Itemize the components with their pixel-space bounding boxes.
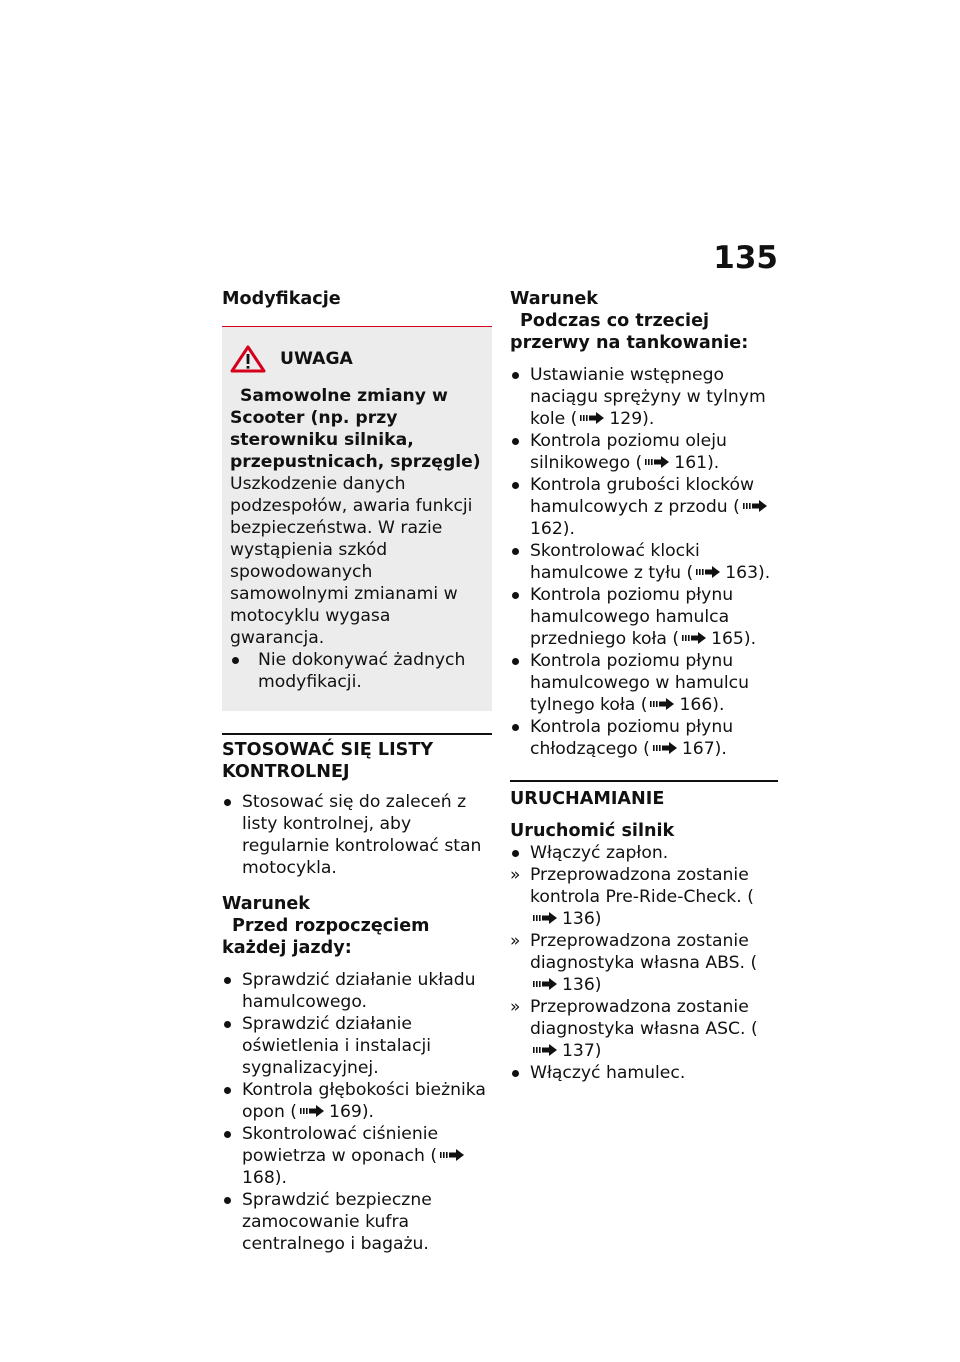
left-check-list [222,969,492,1255]
page-number: 135 [713,240,778,276]
right-check-item-page-ref[interactable]: 162). [530,519,575,539]
condition-text: Przed rozpoczęciem każdej jazdy: [222,916,430,958]
start-step-item-text: Włączyć zapłon. [530,843,669,863]
page-reference-arrow-icon [742,499,768,513]
right-check-item-page-ref[interactable]: 161). [674,453,720,473]
start-step-item [510,842,778,864]
right-check-item-text: Kontrola grubości klocków hamulcowych z przodu ( [530,475,755,517]
start-subtitle: Uruchomić silnik [510,821,675,841]
right-check-item-text: Kontrola poziomu płynu hamulcowego hamulca przedniego koła ( [530,585,734,649]
left-check-item-text: Sprawdzić działanie oświetlenia i instalacji sygnalizacyjnej. [242,1014,432,1078]
warning-header [230,345,484,373]
page-reference-arrow-icon [695,565,721,579]
start-step-item-page-ref[interactable]: 137) [562,1041,602,1061]
start-section-title: URUCHAMIANIE [510,789,665,809]
condition-label: Warunek [222,894,311,914]
right-check-item [510,430,778,474]
left-check-item-page-ref[interactable]: 169). [329,1102,374,1122]
left-check-item [222,1013,492,1079]
right-check-list [510,364,778,760]
start-step-item-page-ref[interactable]: 136) [562,909,602,929]
page-reference-arrow-icon [299,1104,325,1118]
right-check-item-page-ref[interactable]: 163). [725,563,771,583]
start-step-item-text: Przeprowadzona zostanie diagnostyka własna ASC. ( [530,997,758,1039]
page-reference-arrow-icon [532,977,558,991]
page-reference-arrow-icon [644,455,670,469]
right-check-item-page-ref[interactable]: 167). [681,739,727,759]
checklist-section-title: STOSOWAĆ SIĘ LISTY KONTROLNEJ [222,740,434,782]
start-step-item [510,1062,778,1084]
left-column [222,288,492,1255]
right-check-item-page-ref[interactable]: 166). [679,695,725,715]
start-step-item-text: Przeprowadzona zostanie kontrola Pre-Ride-Check. ( [530,865,754,907]
left-check-item [222,969,492,1013]
checklist-intro-bullet: Stosować się do zaleceń z listy kontrolnej, aby regularnie kontrolować stan motocykla. [222,791,492,879]
warning-subtitle: Samowolne zmiany w Scooter (np. przy sterowniku silnika, przepustnicach, sprzęgle) [230,386,481,472]
left-check-item-text: Sprawdzić bezpieczne zamocowanie kufra centralnego i bagażu. [242,1190,432,1254]
start-steps-list [510,842,778,1084]
start-step-item [510,930,778,996]
page-reference-arrow-icon [532,1043,558,1057]
right-check-item [510,540,778,584]
right-check-item [510,650,778,716]
page-reference-arrow-icon [652,741,678,755]
warning-label: UWAGA [280,349,353,369]
right-check-item [510,584,778,650]
right-check-item-text: Skontrolować klocki hamulcowe z tyłu ( [530,541,700,583]
right-column [510,288,778,1084]
page-reference-arrow-icon [681,631,707,645]
start-step-item-text: Przeprowadzona zostanie diagnostyka własna ABS. ( [530,931,758,973]
page-reference-arrow-icon [579,411,605,425]
left-check-item [222,1079,492,1123]
warning-triangle-icon [230,345,266,373]
right-check-item-text: Kontrola poziomu płynu chłodzącego ( [530,717,734,759]
right-check-item-text: Kontrola poziomu oleju silnikowego ( [530,431,727,473]
warning-box [222,326,492,711]
right-check-item [510,364,778,430]
left-check-item-text: Sprawdzić działanie układu hamulcowego. [242,970,476,1012]
left-check-item [222,1189,492,1255]
start-step-item-page-ref[interactable]: 136) [562,975,602,995]
left-check-item [222,1123,492,1189]
right-check-item [510,716,778,760]
right-check-item-text: Ustawianie wstępnego naciągu sprężyny w tylnym kole ( [530,365,766,429]
page-reference-arrow-icon [649,697,675,711]
modyfikacje-title: Modyfikacje [222,289,341,309]
page-reference-arrow-icon [439,1148,465,1162]
left-check-item-text: Kontrola głębokości bieżnika opon ( [242,1080,486,1122]
warning-body: Uszkodzenie danych podzespołów, awaria funkcji bezpieczeństwa. W razie wystąpienia szkód spowodowanych samowolnymi zmianami w motocyklu wygasa gwarancja. [230,474,473,648]
start-step-item-text: Włączyć hamulec. [530,1063,686,1083]
condition-text-right: Podczas co trzeciej przerwy na tankowanie: [510,311,749,353]
condition-label-right: Warunek [510,289,599,309]
right-check-item-page-ref[interactable]: 165). [711,629,757,649]
start-step-item [510,996,778,1062]
right-check-item-page-ref[interactable]: 129). [609,409,655,429]
page-reference-arrow-icon [532,911,558,925]
left-check-item-page-ref[interactable]: 168). [242,1168,287,1188]
left-check-item-text: Skontrolować ciśnienie powietrza w oponach ( [242,1124,439,1166]
warning-bullet: Nie dokonywać żadnych modyfikacji. [230,649,484,693]
section-rule [222,733,492,735]
right-check-item [510,474,778,540]
start-step-item [510,864,778,930]
section-rule-right [510,780,778,782]
right-check-item-text: Kontrola poziomu płynu hamulcowego w hamulcu tylnego koła ( [530,651,750,715]
